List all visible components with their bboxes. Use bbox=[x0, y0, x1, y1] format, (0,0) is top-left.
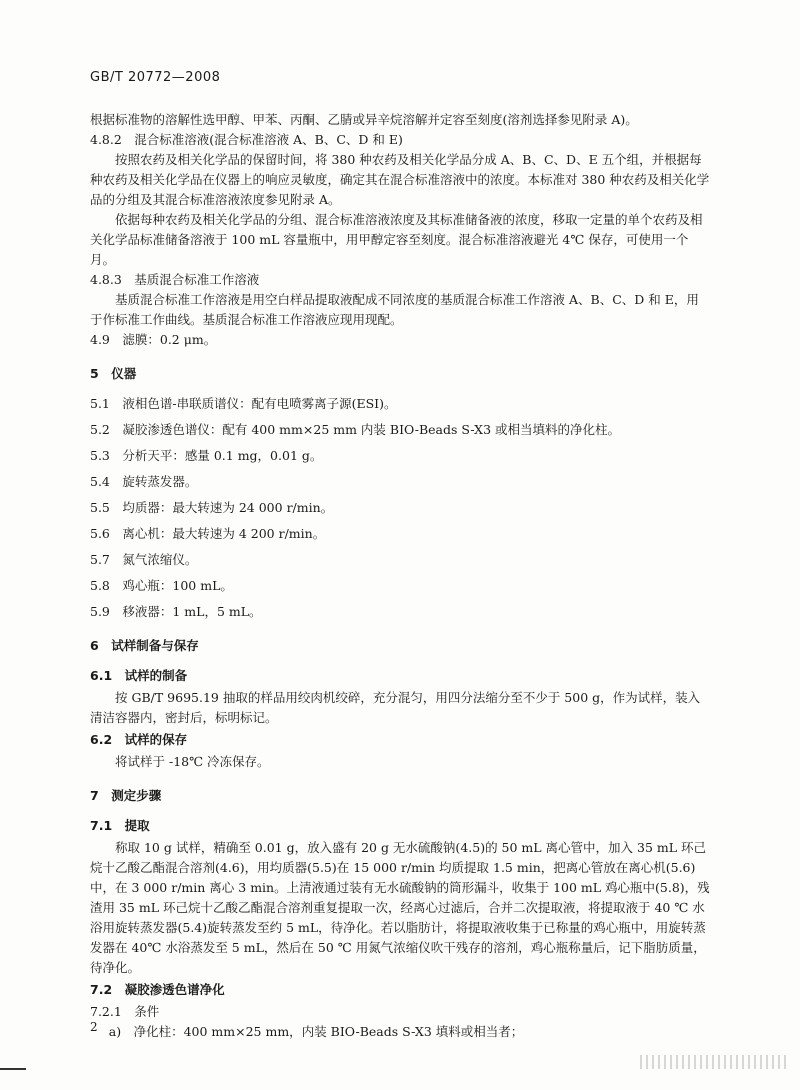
scan-artifact-line bbox=[0, 1068, 26, 1070]
heading-7-2-1: 7.2.1 条件 bbox=[90, 1004, 160, 1019]
page-number: 2 bbox=[90, 1020, 98, 1034]
heading-6-1: 6.1 试样的制备 bbox=[90, 668, 188, 683]
section-6-2-para: 将试样于 -18℃ 冷冻保存。 bbox=[115, 754, 270, 769]
item-5-9: 5.9 移液器：1 mL，5 mL。 bbox=[90, 604, 262, 619]
heading-6-2: 6.2 试样的保存 bbox=[90, 732, 188, 747]
heading-7-procedure: 7 测定步骤 bbox=[90, 788, 162, 803]
heading-7-2: 7.2 凝胶渗透色谱净化 bbox=[90, 982, 225, 997]
item-7-2-1-a: a) 净化柱：400 mm×25 mm，内装 BIO-Beads S-X3 填料或相当者； bbox=[108, 1024, 524, 1039]
section-4-8-2-para-2: 依据每种农药及相关化学品的分组、混合标准溶液浓度及其标准储备液的浓度，移取一定量的单个农药及相关化学品标准储备溶液于 100 mL 容量瓶中，用甲醇定容至刻度。混合标准溶液避光 4℃ 保存，可使用一个月。 bbox=[90, 212, 703, 267]
section-6-1-para: 按 GB/T 9695.19 抽取的样品用绞肉机绞碎，充分混匀，用四分法缩分至不少于 500 g，作为试样，装入清洁容器内，密封后，标明标记。 bbox=[90, 690, 701, 725]
section-7-1-para: 称取 10 g 试样，精确至 0.01 g，放入盛有 20 g 无水硫酸钠(4.5)的 50 mL 离心管中，加入 35 mL 环己烷十乙酸乙酯混合溶剂(4.6)，用均质器(5.5)在 15 000 r/min 均质提取 1.5 min，把离心管放在离心机(5.6)中，在 3 000 r/min 离心 3 min。上清液通过装有无水硫酸钠的筒形漏斗，收集于 100 mL 鸡心瓶中(5.8)，残渣用 35 mL 环己烷十乙酸乙酯混合溶剂重复提取一次，经离心过滤后，合并二次提取液，将提取液于 40 ℃ 水浴用旋转蒸发器(5.4)旋转蒸发至约 5 mL，待净化。若以脂肪计，将提取液收集于已称量的鸡心瓶中，用旋转蒸发器在 40℃ 水浴蒸发至 5 mL，然后在 50 ℃ 用氮气浓缩仪吹干残存的溶剂，鸡心瓶称量后，记下脂肪质量，待净化。 bbox=[90, 840, 710, 975]
intro-line: 根据标准物的溶解性选甲醇、甲苯、丙酮、乙腈或异辛烷溶解并定容至刻度(溶剂选择参见附录 A)。 bbox=[90, 112, 638, 127]
item-5-3: 5.3 分析天平：感量 0.1 mg，0.01 g。 bbox=[90, 448, 323, 463]
section-4-8-3-para-1: 基质混合标准工作溶液是用空白样品提取液配成不同浓度的基质混合标准工作溶液 A、B、C、D 和 E，用于作标准工作曲线。基质混合标准工作溶液应现用现配。 bbox=[90, 292, 699, 327]
section-4-8-2-title: 4.8.2 混合标准溶液(混合标准溶液 A、B、C、D 和 E) bbox=[90, 132, 403, 147]
item-5-1: 5.1 液相色谱-串联质谱仪：配有电喷雾离子源(ESI)。 bbox=[90, 396, 397, 411]
item-5-5: 5.5 均质器：最大转速为 24 000 r/min。 bbox=[90, 500, 334, 515]
heading-6-sample-prep: 6 试样制备与保存 bbox=[90, 638, 199, 653]
item-5-7: 5.7 氮气浓缩仪。 bbox=[90, 552, 198, 567]
item-5-8: 5.8 鸡心瓶：100 mL。 bbox=[90, 578, 233, 593]
document-body bbox=[90, 110, 710, 1042]
heading-5-instruments: 5 仪器 bbox=[90, 366, 137, 381]
item-5-2: 5.2 凝胶渗透色谱仪：配有 400 mm×25 mm 内装 BIO-Beads S-X3 或相当填料的净化柱。 bbox=[90, 422, 620, 437]
section-4-8-2-para-1: 按照农药及相关化学品的保留时间，将 380 种农药及相关化学品分成 A、B、C、D、E 五个组，并根据每种农药及相关化学品在仪器上的响应灵敏度，确定其在混合标准溶液中的浓度。本标准对 380 种农药及相关化学品的分组及其混合标准溶液浓度参见附录 A。 bbox=[90, 152, 710, 207]
heading-7-1: 7.1 提取 bbox=[90, 818, 150, 833]
scan-artifact-stamp bbox=[640, 1055, 790, 1069]
item-5-4: 5.4 旋转蒸发器。 bbox=[90, 474, 198, 489]
item-5-6: 5.6 离心机：最大转速为 4 200 r/min。 bbox=[90, 526, 326, 541]
section-4-9: 4.9 滤膜：0.2 μm。 bbox=[90, 332, 217, 347]
section-4-8-3-title: 4.8.3 基质混合标准工作溶液 bbox=[90, 272, 260, 287]
standard-code: GB/T 20772—2008 bbox=[90, 70, 221, 85]
